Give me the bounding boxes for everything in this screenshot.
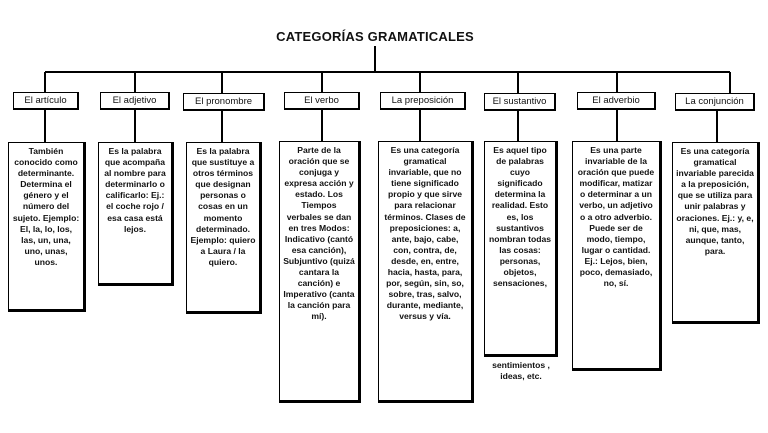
- category-preposicion: La preposición: [380, 92, 466, 110]
- definition-text: Parte de la oración que se conjuga y expresa acción y estado. Los Tiempos verbales se dan en tres Modos: Indicativo (cantó esa canción), Subjuntivo (quizá cantara la canción) e Imperativo (canta la canción para mí).: [283, 145, 355, 322]
- category-adjetivo: El adjetivo: [100, 92, 170, 110]
- category-verbo: El verbo: [284, 92, 360, 110]
- definition-articulo: [8, 142, 86, 312]
- definition-pronombre: [186, 142, 262, 314]
- definition-adjetivo: [98, 142, 174, 286]
- category-sustantivo: El sustantivo: [484, 93, 556, 111]
- category-adverbio: El adverbio: [577, 92, 656, 110]
- definition-adverbio: [572, 141, 662, 371]
- diagram-title: CATEGORÍAS GRAMATICALES: [276, 29, 474, 44]
- definition-text: Es aquel tipo de palabras cuyo significado determina la realidad. Esto es, los sustantivos nombran todas las cosas: personas, objetos, sensaciones,: [488, 145, 552, 289]
- definition-preposicion: [378, 141, 474, 403]
- definition-text: Es una parte invariable de la oración que puede modificar, matizar o determinar a un verbo, un adjetivo o a otro adverbio. Puede ser de modo, tiempo, lugar o cantidad. Ej.: Lejos, bien, poco, demasiado, no, sí.: [577, 145, 655, 289]
- definition-text: Es una categoría gramatical invariable, que no tiene significado propio y que sirve para relacionar términos. Clases de preposiciones: a, ante, bajo, cabe, con, contra, de, desde, en, entre, hacia, hasta, para, por, según, sin, so, sobre, tras, salvo, durante, mediante, versus y vía.: [384, 145, 466, 322]
- definition-conjuncion: [672, 142, 760, 324]
- definition-verbo: [279, 141, 361, 403]
- definition-text: Es la palabra que acompaña al nombre para determinarlo o calificarlo: Ej.: el coche rojo / esa casa está lejos.: [104, 146, 166, 234]
- definition-sustantivo: [484, 141, 558, 357]
- definition-text: Es una categoría gramatical invariable parecida a la preposición, que se utiliza para unir palabras y oraciones. Ej.: y, e, ni, que, mas, aunque, tanto, para.: [676, 146, 754, 256]
- category-articulo: El artículo: [13, 92, 79, 110]
- definition-sustantivo-overflow: sentimientos , ideas, etc.: [492, 360, 550, 382]
- category-conjuncion: La conjunción: [675, 93, 755, 111]
- definition-text: Es la palabra que sustituye a otros términos que designan personas o cosas en un momento determinado. Ejemplo: quiero a Laura / la quiero.: [190, 146, 256, 267]
- definition-text: También conocido como determinante. Determina el género y el número del sujeto. Ejemplo: El, la, lo, los, las, un, una, uno, unas, unos.: [12, 146, 80, 267]
- category-pronombre: El pronombre: [183, 93, 265, 111]
